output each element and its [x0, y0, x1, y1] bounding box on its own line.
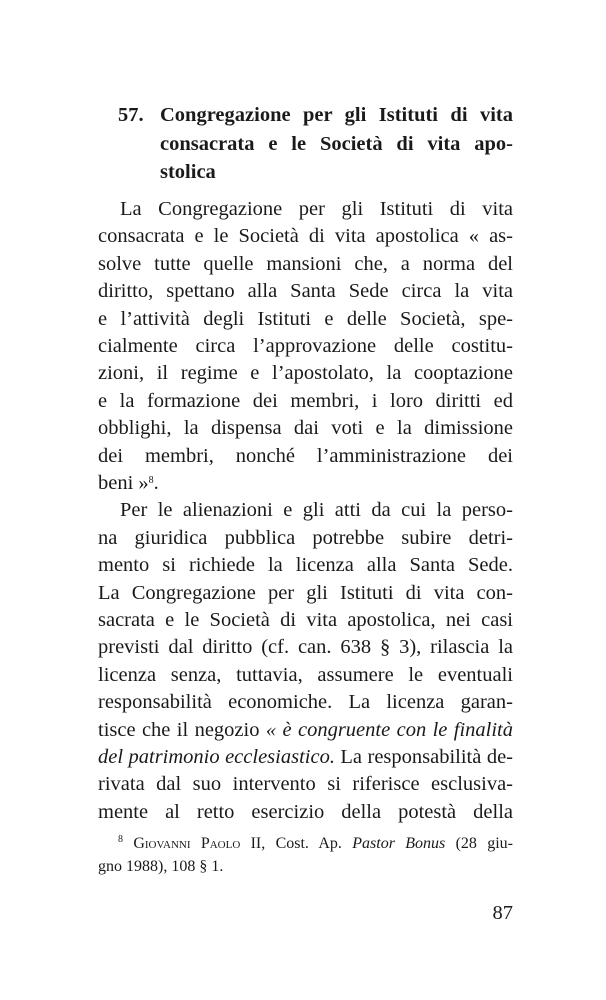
body-line: [98, 525, 513, 552]
body-line: [98, 278, 513, 305]
text-segment: tisce che il negozio: [98, 718, 266, 741]
body-line: [98, 799, 513, 826]
section-number: 57.: [118, 104, 144, 126]
text-segment: na giuridica pubblica potrebbe subire detri-: [98, 526, 513, 549]
text-segment: e l’attività degli Istituti e delle Società, spe-: [98, 307, 513, 330]
text-segment: .: [153, 472, 159, 494]
text-segment: mento si richiede la licenza alla Santa Sede.: [98, 554, 513, 577]
italic-text: del patrimonio ecclesiastico.: [98, 746, 335, 768]
text-segment: dei membri, nonché l’amministrazione dei: [98, 444, 513, 467]
text-segment: diritto, spettano alla Santa Sede circa la vita: [98, 280, 513, 303]
body-line: [98, 771, 513, 798]
body-line: [98, 552, 513, 579]
body-line: [98, 607, 513, 634]
text-segment: [123, 835, 133, 852]
body-line: [98, 251, 513, 278]
body-line: [98, 689, 513, 716]
text-segment: responsabilità economiche. La licenza garan-: [98, 691, 513, 714]
body-line: [98, 388, 513, 415]
page-number: 87: [492, 902, 513, 924]
text-segment: Per le alienazioni e gli atti da cui la perso-: [120, 499, 513, 522]
text-segment: , Cost. Ap.: [261, 835, 353, 852]
body-line: [98, 443, 513, 470]
body-line: [98, 634, 513, 661]
heading-line: stolica: [160, 161, 216, 184]
footnote-line: [98, 855, 513, 878]
text-segment: Giovanni Paolo II: [133, 835, 262, 852]
body-line: [98, 662, 513, 689]
heading-line: consacrata e le Società di vita apo-: [160, 132, 513, 155]
body-line: [98, 580, 513, 607]
text-segment: obblighi, la dispensa dai voti e la dimissione: [98, 417, 513, 440]
text-segment: licenza senza, tuttavia, assumere le eventuali: [98, 663, 513, 686]
footnote-marker: 8: [118, 834, 123, 845]
text-segment: (28 giu-: [445, 835, 513, 852]
body-line: [98, 717, 513, 744]
text-segment: solve tutte quelle mansioni che, a norma del: [98, 252, 513, 275]
body-line: [98, 470, 513, 497]
text-segment: La Congregazione per gli Istituti di vita con-: [98, 581, 513, 604]
text-segment: consacrata e le Società di vita apostolica « as-: [98, 225, 513, 248]
body-line: [98, 333, 513, 360]
italic-text: « è congruente con le finalità: [265, 718, 513, 741]
heading-line: Congregazione per gli Istituti di vita: [160, 104, 513, 126]
body-line: [120, 497, 513, 524]
body-line: [98, 744, 513, 771]
body-line: [98, 223, 513, 250]
body-line: [98, 360, 513, 387]
footnote-line: [118, 832, 513, 855]
text-segment: La Congregazione per gli Istituti di vita: [120, 198, 513, 220]
text-segment: zioni, il regime e l’apostolato, la cooptazione: [98, 362, 513, 385]
body-line: [120, 196, 513, 223]
body-line: [98, 415, 513, 442]
italic-text: Pastor Bonus: [352, 835, 446, 852]
text-segment: previsti dal diritto (cf. can. 638 § 3), rilascia la: [98, 636, 513, 659]
text-segment: sacrata e le Società di vita apostolica, nei casi: [98, 609, 513, 631]
text-segment: mente al retto esercizio della potestà della: [98, 800, 513, 823]
text-segment: La responsabilità de-: [334, 746, 513, 768]
text-segment: gno 1988), 108 § 1.: [98, 858, 224, 875]
body-line: [98, 306, 513, 333]
text-segment: e la formazione dei membri, i loro diritti ed: [98, 389, 513, 412]
text-segment: cialmente circa l’approvazione delle costitu-: [98, 335, 513, 357]
text-segment: beni »: [98, 472, 149, 494]
footnote-marker: 8: [148, 475, 154, 486]
text-segment: rivata dal suo intervento si riferisce esclusiva-: [98, 773, 513, 796]
